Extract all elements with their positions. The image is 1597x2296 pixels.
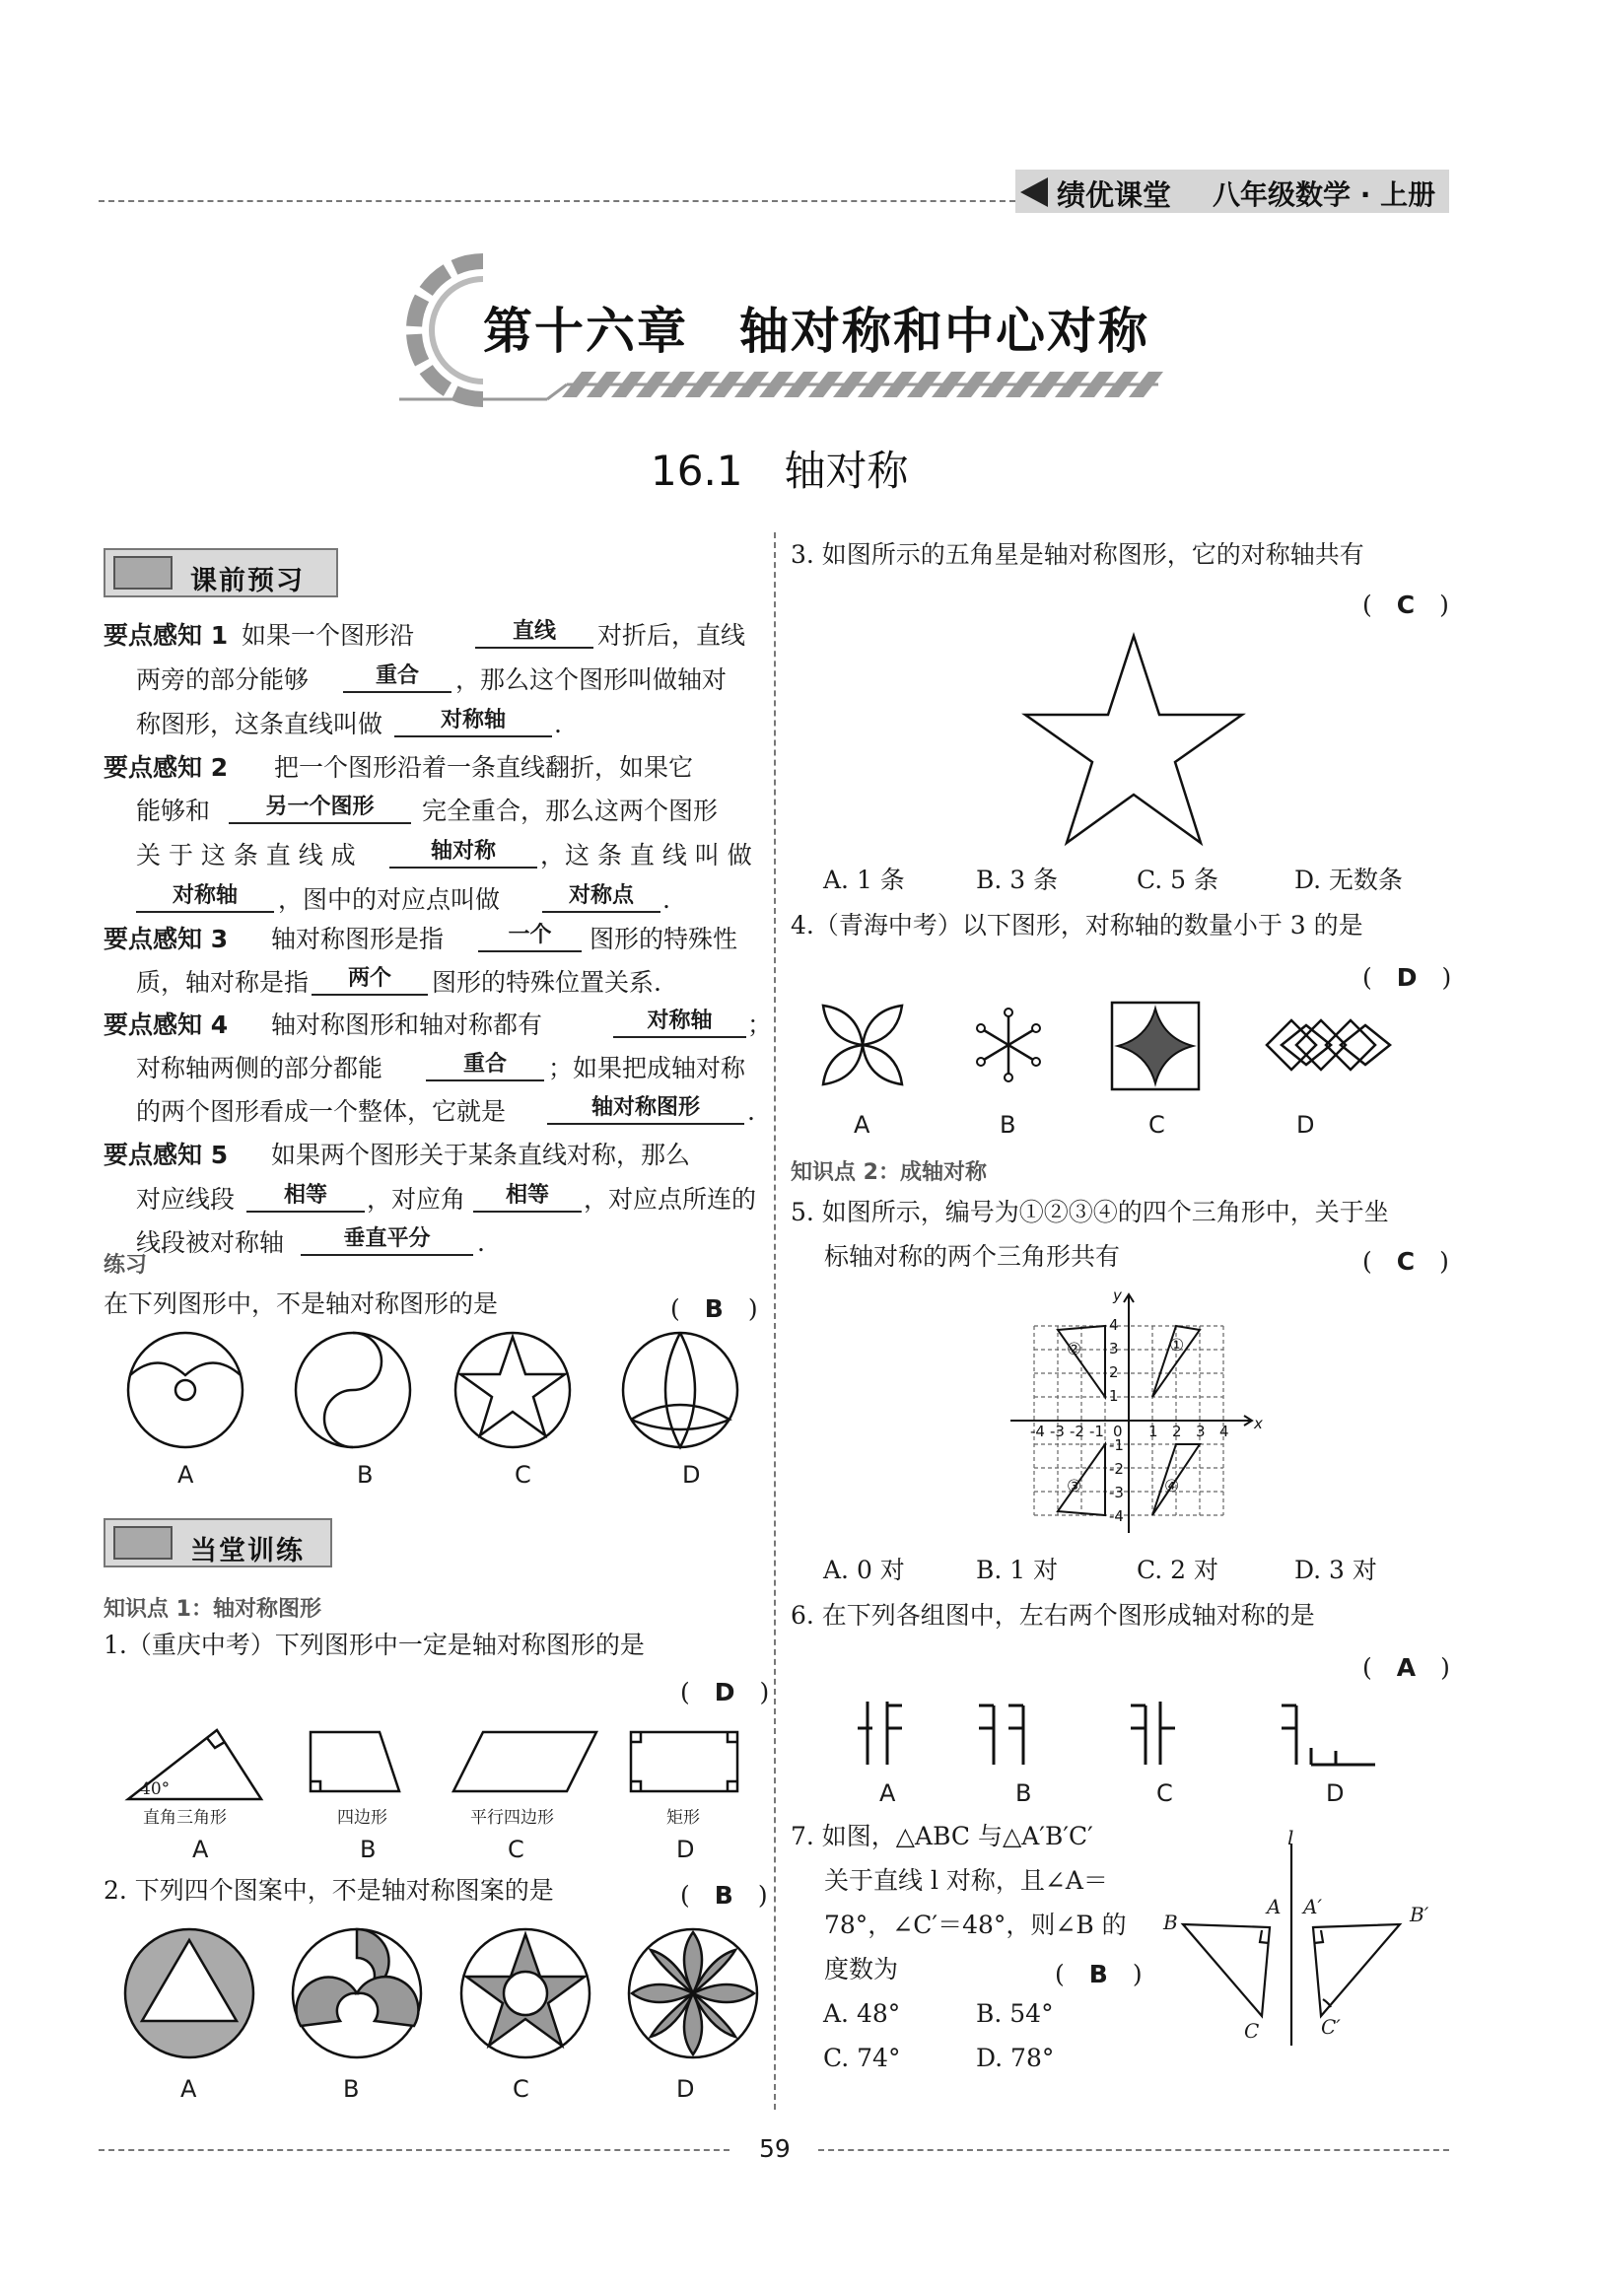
- vertex-label-a-prime: A′: [1303, 1895, 1322, 1918]
- exercise-answer: ( B ): [670, 1294, 758, 1323]
- text-line: 对应线段: [136, 1185, 236, 1214]
- answer-blank: 轴对称: [389, 837, 537, 869]
- vertex-label-c: C: [1244, 2019, 1260, 2043]
- svg-text:1: 1: [1109, 1387, 1119, 1405]
- notebook-icon: [113, 1526, 173, 1560]
- option-label: D: [1326, 1779, 1345, 1807]
- page-number: 59: [759, 2134, 791, 2163]
- choice: D. 78°: [976, 2044, 1055, 2072]
- question-7-answer: ( B ): [1055, 1960, 1143, 1988]
- option-label: A: [180, 2075, 197, 2103]
- text-line: ；: [747, 1010, 773, 1039]
- option-label: B: [360, 1836, 377, 1863]
- exercise-label: 练习: [104, 1253, 148, 1278]
- svg-text:2: 2: [1172, 1423, 1182, 1440]
- vertex-label-c-prime: C′: [1321, 2015, 1341, 2039]
- footer-divider-left: [99, 2149, 729, 2151]
- text-line: .: [477, 1228, 485, 1257]
- answer-blank: 轴对称图形: [547, 1093, 744, 1125]
- choice: A. 48°: [823, 1999, 901, 2028]
- svg-text:-1: -1: [1089, 1423, 1104, 1440]
- svg-text:-4: -4: [1109, 1507, 1124, 1525]
- answer-blank: 对称轴: [613, 1007, 746, 1038]
- svg-text:4: 4: [1219, 1423, 1229, 1440]
- knowledge-point-2: 知识点 2：成轴对称: [791, 1160, 987, 1185]
- text-line: ，这 条 直 线 叫 做: [540, 841, 752, 870]
- option-label: C: [1156, 1779, 1173, 1807]
- q5-coordinate-grid: [1010, 1287, 1267, 1533]
- svg-text:-2: -2: [1109, 1460, 1124, 1478]
- triangle-label-2: ②: [1067, 1340, 1082, 1359]
- column-divider: [774, 532, 776, 2110]
- answer-blank: 直线: [475, 617, 593, 649]
- text-line: 轴对称图形和轴对称都有: [271, 1010, 543, 1039]
- header-book-title: 八年级数学 · 上册: [1213, 178, 1436, 211]
- svg-text:4: 4: [1109, 1316, 1119, 1334]
- question-7-line4: 度数为: [824, 1955, 899, 1983]
- shape-caption: 直角三角形: [143, 1808, 227, 1828]
- text-line: 质，轴对称是指: [136, 968, 310, 997]
- answer-blank: 重合: [343, 661, 451, 693]
- header-brand: 绩优课堂: [1057, 178, 1172, 212]
- choice: A. 1 条: [823, 866, 905, 894]
- svg-text:3: 3: [1109, 1340, 1119, 1357]
- preview-heading-box: [104, 548, 338, 597]
- question-7-line2: 关于直线 l 对称，且∠A＝: [824, 1866, 1108, 1895]
- option-label: A: [177, 1461, 194, 1489]
- answer-blank: 垂直平分: [301, 1224, 473, 1256]
- svg-text:2: 2: [1109, 1363, 1119, 1381]
- training-heading: 当堂训练: [190, 1536, 305, 1566]
- option-label: B: [1000, 1111, 1016, 1139]
- pencil-book-icon: [113, 556, 173, 590]
- svg-text:3: 3: [1196, 1423, 1206, 1440]
- key-point-label: 要点感知 4: [104, 1010, 229, 1039]
- choice: B. 1 对: [976, 1556, 1059, 1584]
- key-point-label: 要点感知 1: [104, 621, 229, 650]
- svg-text:0: 0: [1113, 1423, 1123, 1440]
- answer-blank: 对称轴: [136, 881, 274, 913]
- text-line: 的两个图形看成一个整体，它就是: [136, 1097, 507, 1126]
- svg-text:-3: -3: [1109, 1484, 1124, 1501]
- option-label: C: [515, 1461, 531, 1489]
- text-line: ，图中的对应点叫做: [278, 885, 501, 914]
- option-label: D: [676, 2075, 695, 2103]
- text-line: 如果两个图形关于某条直线对称，那么: [271, 1141, 691, 1169]
- text-line: 图形的特殊性: [590, 925, 738, 953]
- option-label: D: [682, 1461, 701, 1489]
- line-label-l: l: [1287, 1826, 1294, 1849]
- exercise-figures: [118, 1331, 759, 1459]
- choice: B. 54°: [976, 1999, 1054, 2028]
- question-1: 1.（重庆中考）下列图形中一定是轴对称图形的是: [104, 1631, 645, 1659]
- triangle-label-3: ③: [1067, 1477, 1082, 1496]
- text-line: .: [554, 710, 562, 738]
- option-label: D: [1296, 1111, 1315, 1139]
- option-label: B: [343, 2075, 360, 2103]
- text-line: 线段被对称轴: [136, 1228, 285, 1257]
- svg-text:-3: -3: [1050, 1423, 1065, 1440]
- question-5-line1: 5. 如图所示，编号为①②③④的四个三角形中，关于坐: [791, 1198, 1389, 1226]
- text-line: ，对应角: [367, 1185, 466, 1214]
- option-label: D: [676, 1836, 695, 1863]
- svg-text:-2: -2: [1070, 1423, 1084, 1440]
- text-line: .: [747, 1097, 755, 1126]
- text-line: 对称轴两侧的部分都能: [136, 1054, 383, 1082]
- question-1-answer: ( D ): [680, 1678, 770, 1706]
- text-line: .: [662, 885, 670, 914]
- key-point-label: 要点感知 3: [104, 925, 229, 953]
- svg-text:1: 1: [1148, 1423, 1158, 1440]
- header-divider: [99, 200, 1015, 202]
- option-label: B: [357, 1461, 374, 1489]
- choice: C. 74°: [823, 2044, 901, 2072]
- key-point-label: 要点感知 2: [104, 753, 229, 782]
- five-pointed-star: [1025, 631, 1282, 848]
- footer-divider-right: [818, 2149, 1449, 2151]
- choice: D. 无数条: [1294, 866, 1404, 894]
- key-point-label: 要点感知 5: [104, 1141, 229, 1169]
- option-label: C: [513, 2075, 529, 2103]
- shape-caption: 矩形: [666, 1808, 700, 1828]
- text-line: 如果一个图形沿: [242, 621, 415, 650]
- training-heading-box: [104, 1518, 332, 1567]
- svg-text:x: x: [1254, 1415, 1263, 1432]
- option-label: A: [879, 1779, 896, 1807]
- text-line: 轴对称图形是指: [271, 925, 445, 953]
- question-5-line2: 标轴对称的两个三角形共有: [824, 1242, 1121, 1271]
- vertex-label-b-prime: B′: [1410, 1903, 1429, 1926]
- choice: B. 3 条: [976, 866, 1059, 894]
- text-line: 称图形，这条直线叫做: [136, 710, 383, 738]
- choice: C. 2 对: [1137, 1556, 1218, 1584]
- header-arrow-icon: [1020, 177, 1048, 207]
- question-5-answer: ( C ): [1362, 1247, 1449, 1276]
- chapter-title: 第十六章 轴对称和中心对称: [483, 302, 1149, 360]
- q1-figures: [118, 1720, 749, 1809]
- text-line: 图形的特殊位置关系.: [432, 968, 661, 997]
- option-label: A: [854, 1111, 870, 1139]
- option-label: C: [1148, 1111, 1165, 1139]
- text-line: 能够和: [136, 797, 211, 825]
- svg-text:-1: -1: [1109, 1436, 1124, 1454]
- question-6: 6. 在下列各组图中，左右两个图形成轴对称的是: [791, 1601, 1315, 1630]
- answer-blank: 相等: [246, 1181, 365, 1213]
- question-7-line1: 7. 如图，△ABC 与△A′B′C′: [791, 1822, 1093, 1850]
- text-line: ，那么这个图形叫做轴对: [455, 665, 728, 694]
- question-7-line3: 78°，∠C′＝48°，则∠B 的: [824, 1911, 1127, 1939]
- triangle-label-4: ④: [1164, 1477, 1180, 1496]
- q7-triangles: [1163, 1834, 1439, 2051]
- answer-blank: 对称点: [542, 881, 660, 913]
- shape-caption: 四边形: [337, 1808, 387, 1828]
- text-line: ；如果把成轴对称: [548, 1054, 746, 1082]
- text-line: 两旁的部分能够: [136, 665, 310, 694]
- q1-angle-label: 40°: [140, 1779, 171, 1799]
- question-2-answer: ( B ): [680, 1881, 768, 1910]
- knowledge-point-1: 知识点 1：轴对称图形: [104, 1597, 321, 1622]
- option-label: B: [1015, 1779, 1032, 1807]
- q2-figures: [123, 1922, 754, 2070]
- answer-blank: 一个: [478, 921, 582, 952]
- answer-blank: 相等: [473, 1181, 582, 1213]
- text-line: 完全重合，那么这两个图形: [422, 797, 719, 825]
- vertex-label-b: B: [1163, 1911, 1178, 1934]
- question-4: 4.（青海中考）以下图形，对称轴的数量小于 3 的是: [791, 911, 1363, 939]
- answer-blank: 另一个图形: [229, 793, 411, 824]
- q4-figures: [818, 1001, 1429, 1099]
- option-label: A: [192, 1836, 209, 1863]
- exercise-question: 在下列图形中，不是轴对称图形的是: [104, 1289, 499, 1318]
- question-3: 3. 如图所示的五角星是轴对称图形，它的对称轴共有: [791, 540, 1364, 569]
- triangle-label-1: ①: [1169, 1336, 1185, 1356]
- option-label: C: [508, 1836, 524, 1863]
- text-line: ，对应点所连的: [584, 1185, 757, 1214]
- choice: D. 3 对: [1294, 1556, 1377, 1584]
- vertex-label-a: A: [1267, 1895, 1282, 1918]
- question-4-answer: ( D ): [1362, 963, 1452, 992]
- answer-blank: 重合: [426, 1050, 544, 1081]
- shape-caption: 平行四边形: [470, 1808, 554, 1828]
- text-line: 对折后，直线: [597, 621, 746, 650]
- text-line: 关 于 这 条 直 线 成: [136, 841, 356, 870]
- preview-heading: 课前预习: [190, 566, 305, 596]
- choice: C. 5 条: [1137, 866, 1218, 894]
- q6-figures: [853, 1694, 1385, 1782]
- question-6-answer: ( A ): [1362, 1653, 1450, 1682]
- question-3-answer: ( C ): [1362, 591, 1449, 619]
- text-line: 把一个图形沿着一条直线翻折，如果它: [274, 753, 694, 782]
- svg-text:y: y: [1113, 1287, 1122, 1304]
- question-2: 2. 下列四个图案中，不是轴对称图案的是: [104, 1876, 554, 1905]
- svg-text:-4: -4: [1030, 1423, 1045, 1440]
- answer-blank: 对称轴: [394, 706, 552, 737]
- choice: A. 0 对: [823, 1556, 905, 1584]
- section-title: 16.1 轴对称: [651, 447, 909, 495]
- answer-blank: 两个: [312, 964, 428, 996]
